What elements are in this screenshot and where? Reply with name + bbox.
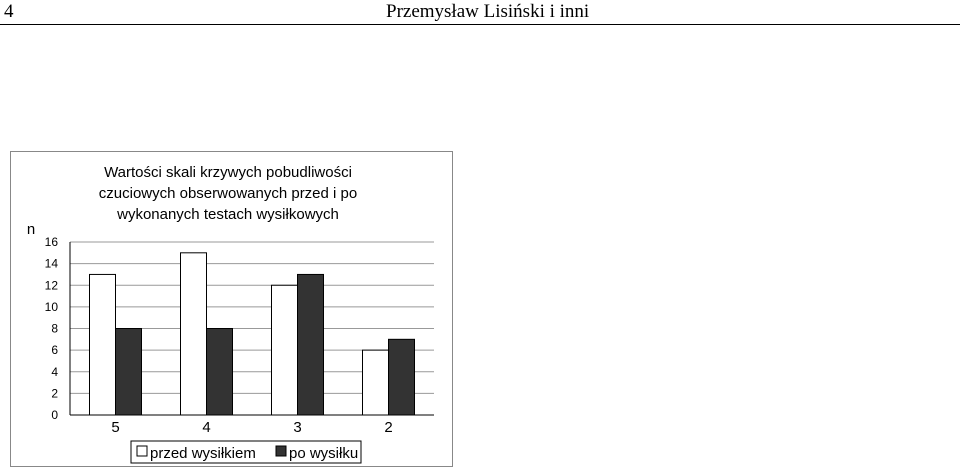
bar-po	[298, 274, 324, 415]
legend-label: przed wysiłkiem	[150, 445, 256, 462]
y-axis-label: n	[26, 221, 36, 238]
y-tick-label: 10	[44, 299, 58, 314]
bar-przed	[181, 253, 207, 415]
y-tick-label: 6	[51, 343, 58, 358]
y-tick-label: 16	[44, 235, 58, 249]
y-tick-label: 8	[51, 321, 58, 336]
page-number: 4	[4, 1, 14, 22]
legend-swatch	[276, 446, 286, 456]
bar-przed	[363, 350, 389, 415]
legend-label: po wysiłku	[289, 445, 359, 462]
bar-po	[389, 339, 415, 415]
y-tick-label: 4	[51, 364, 58, 379]
y-tick-label: 0	[51, 408, 58, 422]
y-tick-label: 14	[44, 256, 58, 271]
x-tick-label: 4	[202, 419, 211, 436]
chart-title-line: Wartości skali krzywych pobudliwości	[104, 164, 352, 181]
bar-po	[207, 329, 233, 416]
x-tick-label: 2	[384, 419, 393, 436]
y-tick-label: 12	[44, 278, 58, 293]
chart-title-line: wykonanych testach wysiłkowych	[117, 206, 339, 223]
bar-po	[116, 329, 142, 416]
bar-przed	[90, 274, 116, 415]
x-tick-label: 3	[293, 419, 302, 436]
running-title: Przemysław Lisiński i inni	[386, 1, 590, 22]
y-tick-label: 2	[51, 386, 58, 401]
legend-swatch	[137, 446, 147, 456]
bar-przed	[272, 285, 298, 415]
chart-title-line: czuciowych obserwowanych przed i po	[98, 185, 358, 202]
x-tick-label: 5	[111, 419, 120, 436]
